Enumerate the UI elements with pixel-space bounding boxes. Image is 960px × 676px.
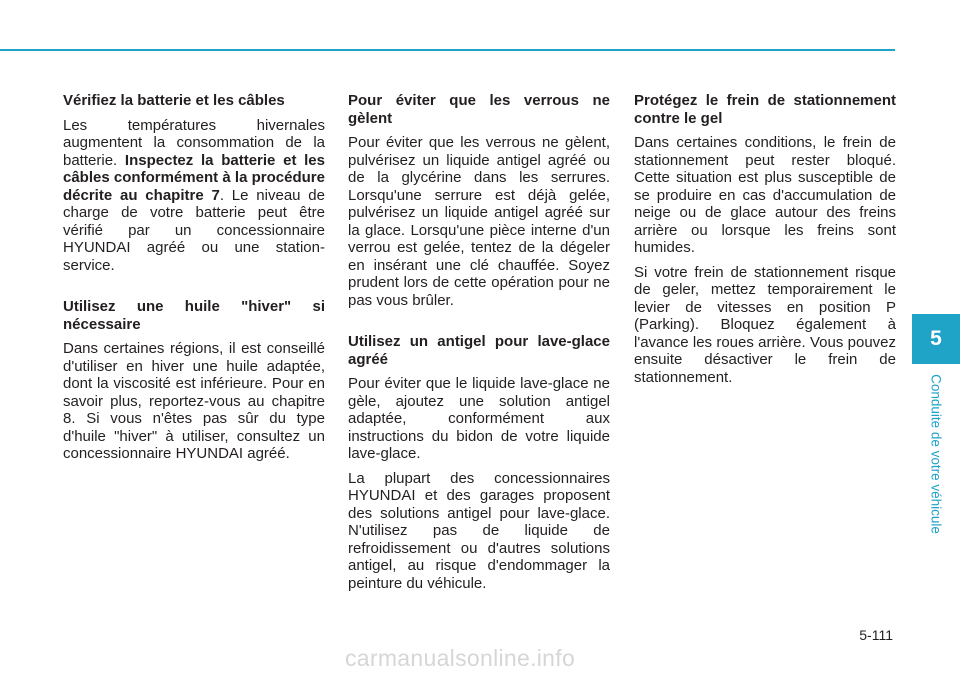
column-1 xyxy=(63,92,325,470)
battery-text-emphasis: Inspectez la batterie et les câbles conformément à la procédure décrite au chapitre 7 xyxy=(63,151,325,204)
page-number: 5-111 xyxy=(859,627,893,643)
section-heading-washer-antifreeze: Utilisez un antigel pour lave-glace agréé xyxy=(348,333,610,368)
section-text-locks: Pour éviter que les verrous ne gèlent, pulvérisez un liquide antigel agréé ou de la glycérine dans les serrures. Lorsqu'une serrure est déjà gelée, pulvérisez un liquide antigel agréé sur la glace. Lorsqu'une pièce interne d'un verrou est gelée, tentez de la dégeler en insérant une clé chauffée. Soyez prudent lors de cette opération pour ne pas vous brûler. xyxy=(348,134,610,309)
section-text-washer-antifreeze-1: Pour éviter que le liquide lave-glace ne gèle, ajoutez une solution antigel adaptée, conformément aux instructions du bidon de votre liquide lave-glace. xyxy=(348,375,610,462)
section-text-parking-brake-2: Si votre frein de stationnement risque de geler, mettez temporairement le levier de vitesses en position P (Parking). Bloquez également à l'avance les roues arrière. Vous pouvez ensuite désactiver le frein de stationnement. xyxy=(634,263,896,386)
section-heading-winter-oil: Utilisez une huile "hiver" si nécessaire xyxy=(63,298,325,333)
column-2 xyxy=(348,92,610,599)
section-text-battery xyxy=(63,117,325,275)
header-rule xyxy=(0,49,895,51)
chapter-number-tab: 5 xyxy=(912,314,960,364)
section-text-winter-oil: Dans certaines régions, il est conseillé d'utiliser en hiver une huile adaptée, dont la viscosité est inférieure. Pour en savoir plus, reportez-vous au chapitre 8. Si vous n'êtes pas sûr du type d'huile "hiver" à utiliser, consultez un concessionnaire HYUNDAI agréé. xyxy=(63,340,325,462)
chapter-title-vertical: Conduite de votre véhicule xyxy=(928,374,944,534)
section-text-washer-antifreeze-2: La plupart des concessionnaires HYUNDAI et des garages proposent des solutions antigel pour lave-glace. N'utilisez pas de liquide de refroidissement ou d'autres solutions antigel, au risque d'endommager la peinture du véhicule. xyxy=(348,469,610,592)
section-heading-battery: Vérifiez la batterie et les câbles xyxy=(63,92,285,109)
section-heading-locks: Pour éviter que les verrous ne gèlent xyxy=(348,92,610,127)
battery-text-tail: . Le niveau de charge de votre batterie peut être vérifié par un concessionnaire HYUNDAI agréé ou une station-service. xyxy=(63,186,325,274)
battery-text-intro: Les températures hivernales augmentent la consommation de la batterie. xyxy=(63,116,325,169)
column-3 xyxy=(634,92,896,393)
section-heading-parking-brake: Protégez le frein de stationnement contre le gel xyxy=(634,92,896,127)
section-text-parking-brake-1: Dans certaines conditions, le frein de stationnement peut rester bloqué. Cette situation est plus susceptible de se produire en cas d'accumulation de neige ou de glace autour des freins arrière ou lorsque les freins sont humides. xyxy=(634,134,896,256)
watermark: carmanualsonline.info xyxy=(345,645,576,671)
